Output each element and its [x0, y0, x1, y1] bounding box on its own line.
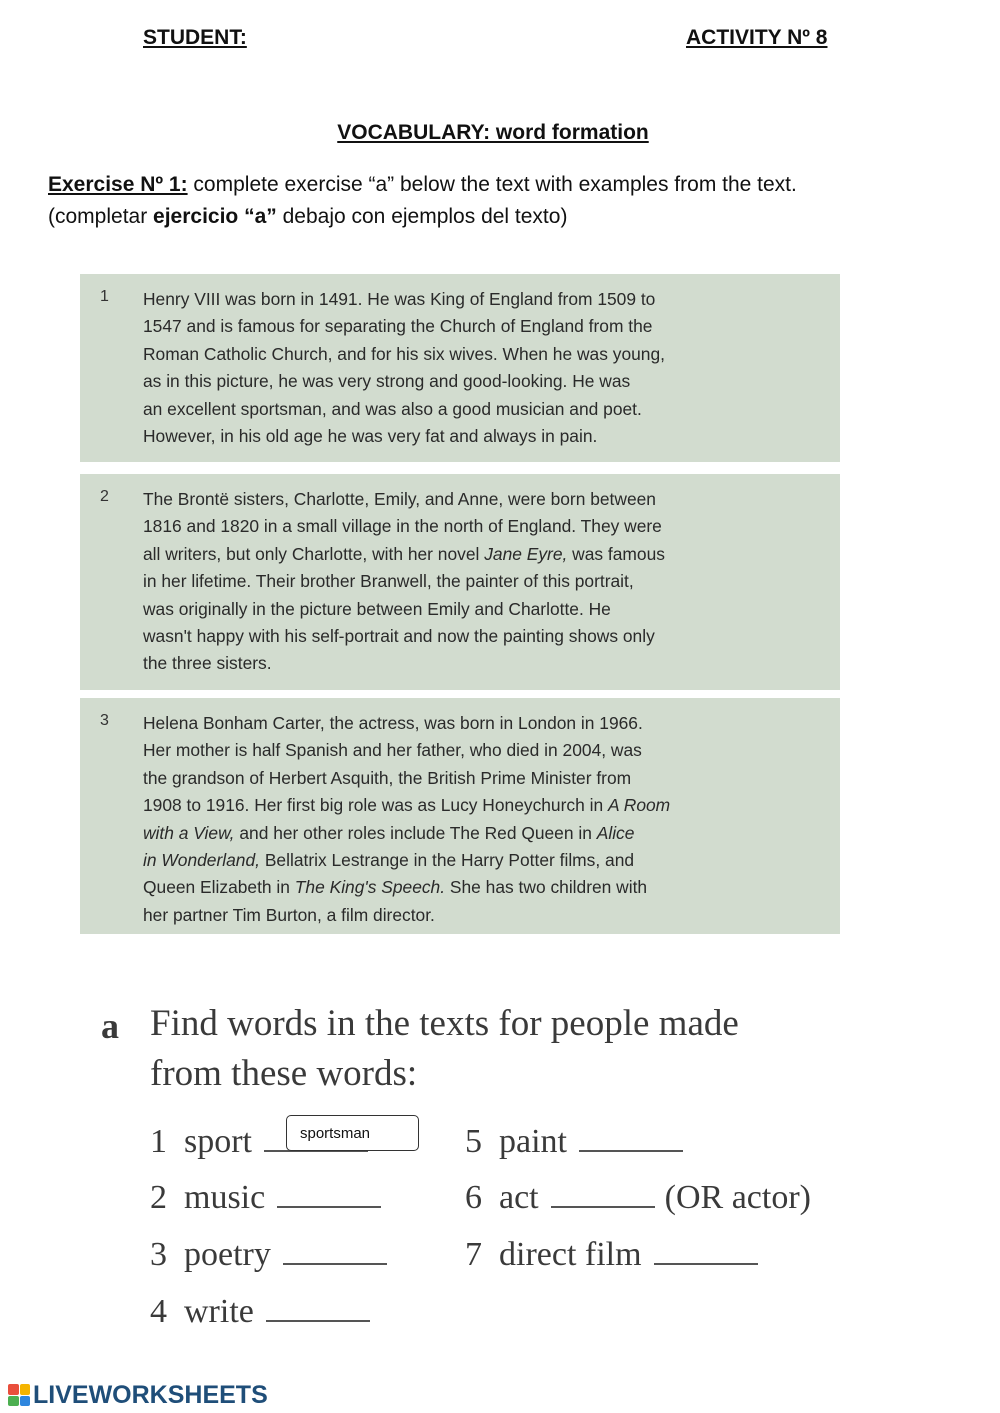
logo-square	[8, 1396, 19, 1407]
task-item-4: 4 write	[150, 1292, 370, 1331]
text-line: 1908 to 1916. Her first big role was as Lucy Honeychurch in A Room	[143, 795, 671, 816]
text-number: 1	[100, 288, 109, 305]
task-item-5: 5 paint	[465, 1122, 683, 1161]
text-line: Helena Bonham Carter, the actress, was born in London in 1966.	[143, 713, 643, 733]
page-title: VOCABULARY: word formation	[337, 121, 649, 144]
film-title: in Wonderland,	[143, 850, 260, 871]
task-item-6: 6 act (OR actor)	[465, 1179, 811, 1216]
spanish-text-bold: ejercicio “a”	[153, 205, 277, 228]
activity-label: ACTIVITY Nº 8	[686, 26, 828, 49]
text-panel-2	[80, 474, 840, 690]
text-line: in her lifetime. Their brother Branwell, the painter of this portrait,	[143, 571, 634, 592]
text-line: in Wonderland, Bellatrix Lestrange in the Harry Potter films, and	[143, 850, 635, 871]
film-title: Alice	[596, 822, 635, 843]
task-letter: a	[101, 1006, 119, 1046]
exercise-text: complete exercise “a” below the text with examples from the text.	[187, 173, 797, 196]
task-instruction: from these words:	[150, 1053, 418, 1094]
text-panel-1	[80, 274, 840, 462]
task-instruction: Find words in the texts for people made	[150, 1003, 739, 1044]
task-item-1: 1 sport	[150, 1122, 368, 1161]
text-line: Her mother is half Spanish and her father, who died in 2004, was	[143, 740, 642, 761]
text-line: her partner Tim Burton, a film director.	[143, 904, 435, 925]
novel-title: Jane Eyre,	[484, 543, 568, 564]
exercise-label: Exercise Nº 1:	[48, 173, 188, 196]
logo-square	[8, 1384, 19, 1395]
alternative-note: (OR actor)	[664, 1179, 811, 1216]
liveworksheets-logo-icon	[8, 1384, 30, 1406]
text-body	[143, 286, 665, 450]
spanish-text-end: debajo con ejemplos del texto)	[276, 205, 568, 228]
text-line: the three sisters.	[143, 653, 272, 674]
task-item-2: 2 music	[150, 1178, 381, 1217]
text-line: wasn't happy with his self-portrait and now the painting shows only	[143, 626, 655, 647]
text-line: was originally in the picture between Emily and Charlotte. He	[143, 598, 611, 619]
text-line: 1547 and is famous for separating the Church of England from the	[143, 316, 653, 337]
text-line: all writers, but only Charlotte, with her novel Jane Eyre, was famous	[143, 543, 665, 564]
task-item-3: 3 poetry	[150, 1235, 387, 1274]
student-label: STUDENT:	[143, 26, 247, 49]
text-line: 1816 and 1820 in a small village in the north of England. They were	[143, 516, 662, 537]
text-body	[143, 486, 665, 678]
logo-square	[20, 1384, 31, 1395]
text-number: 3	[100, 712, 109, 729]
text-line: Roman Catholic Church, and for his six wives. When he was young,	[143, 343, 665, 364]
text-line: an excellent sportsman, and was also a good musician and poet.	[143, 398, 642, 419]
film-title: with a View,	[143, 822, 235, 843]
text-number: 2	[100, 488, 109, 505]
text-body	[143, 710, 670, 929]
text-line: with a View, and her other roles include The Red Queen in Alice	[143, 822, 635, 843]
task-item-7: 7 direct film	[465, 1235, 758, 1274]
answer-input-1[interactable]: sportsman	[286, 1115, 419, 1151]
text-line: Henry VIII was born in 1491. He was King of England from 1509 to	[143, 289, 656, 309]
text-line: However, in his old age he was very fat and always in pain.	[143, 426, 598, 447]
film-title: The King's Speech.	[294, 877, 446, 898]
logo-square	[20, 1396, 31, 1407]
text-panel-3	[80, 698, 840, 934]
logo-text: LIVEWORKSHEETS	[33, 1380, 268, 1409]
text-line: the grandson of Herbert Asquith, the British Prime Minister from	[143, 767, 632, 788]
spanish-text-start: (completar	[48, 205, 154, 228]
text-line: Queen Elizabeth in The King's Speech. She has two children with	[143, 877, 648, 898]
text-line: as in this picture, he was very strong and good-looking. He was	[143, 371, 631, 392]
instructions	[48, 169, 978, 233]
text-line: The Brontë sisters, Charlotte, Emily, and Anne, were born between	[143, 489, 656, 509]
film-title: A Room	[607, 795, 671, 816]
liveworksheets-logo	[8, 1381, 268, 1409]
